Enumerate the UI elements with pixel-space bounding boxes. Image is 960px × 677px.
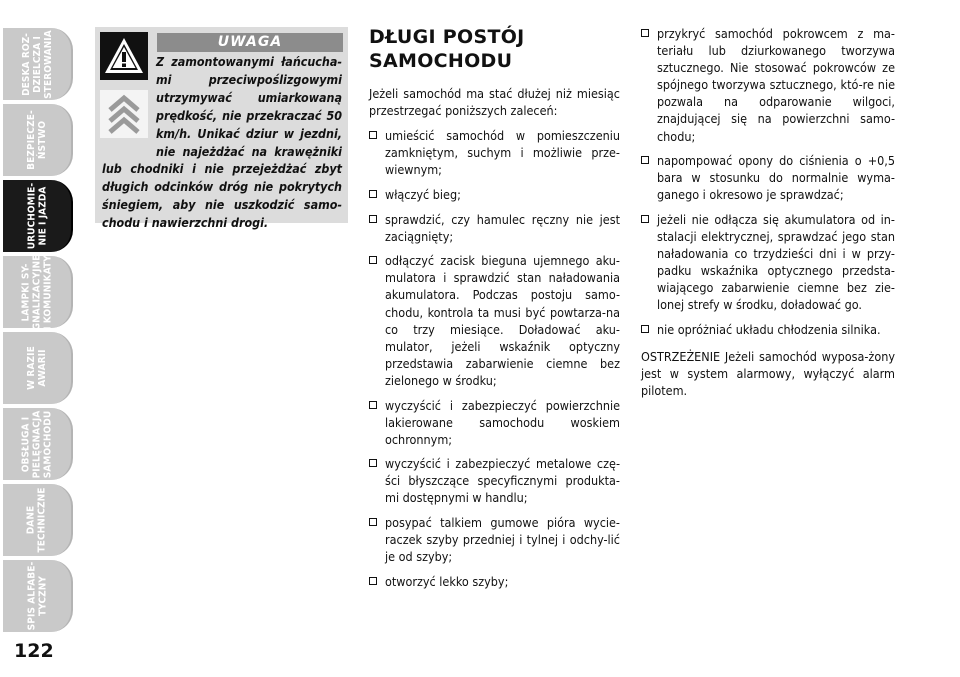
list-item [641,321,895,338]
list-item-text: przykryć samochód pokrowcem z ma-teriału lub dziurkowanego tworzywa sztucznego. Nie stosować pokrowców ze spójnego tworzywa sztucznego, któ-re nie pozwala na odparowanie wilgoci, znajdującej się na powierzchni samo-chodu; [657,26,895,144]
tab-label: URUCHOMIE- NIE I JAZDA [26,182,48,250]
warning-header: UWAGA [157,33,343,52]
checkbox-icon [641,29,649,37]
tab-label: SPIS ALFABE- TYCZNY [26,561,48,631]
list-item-text: otworzyć lekko szyby; [385,573,509,589]
list-item-text: napompować opony do ciśnienia o +0,5 bara w stosunku do normalnie wyma-ganego i okresowo je sprawdzać; [657,153,895,203]
checkbox-icon [369,518,377,526]
checkbox-icon [641,325,649,333]
list-item [369,573,620,590]
list-item [369,397,620,448]
icon-spacer [102,53,156,143]
checkbox-icon [369,256,377,264]
list-item [641,25,895,145]
checkbox-icon [369,131,377,139]
list-item-text: jeżeli nie odłącza się akumulatora od in-stalacji elektrycznej, sprawdzać jego stan naładowania co trzydzieści dni i w przy-padku wskaźnika optycznego przedsta-wiającego zabarwienie ciemne bez zie-lonej strefy w środku, doładować go. [657,211,895,313]
list-item-text: wyczyścić i zabezpieczyć powierzchnie lakierowane samochodu woskiem ochronnym; [385,397,620,447]
tab-label: W RAZIE AWARII [25,346,48,390]
side-tabs [0,0,78,640]
checklist-middle [369,127,620,590]
list-item-text: posypać talkiem gumowe pióra wycie-raczek szyby przedniej i tylnej i odchy-lić je od szyby; [385,515,620,565]
list-item [369,211,620,245]
tab-warning-lights[interactable] [3,256,73,328]
tab-safety[interactable] [3,104,73,176]
alarm-note: OSTRZEŻENIE Jeżeli samochód wyposa-żony jest w system alarmowy, wyłączyć alarm pilotem. [641,349,895,399]
checkbox-icon [369,215,377,223]
checkbox-icon [641,156,649,164]
checkbox-icon [369,459,377,467]
tab-starting-driving[interactable] [3,180,73,252]
warning-body: Z zamontowanymi łańcucha-mi przeciwpoślizgowymi utrzymywać umiarkowaną prędkość, nie przekraczać 50 km/h. Unikać dziur w jezdni, nie najeżdżać na krawężniki lub chodniki i nie przejeżdżać zbyt długich odcinków dróg nie pokrytych śniegiem, aby nie uszkodzić samo-chodu i nawierzchni drogi. [102,54,342,231]
list-item [369,186,620,203]
list-item [369,127,620,178]
list-item [641,152,895,203]
tab-technical-data[interactable] [3,484,73,556]
list-item [369,514,620,565]
tab-emergency[interactable] [3,332,73,404]
list-item-text: nie opróżniać układu chłodzenia silnika. [657,322,881,337]
list-item-text: wyczyścić i zabezpieczyć metalowe czę-ści błyszczące specyficznymi produkta-mi dostępnymi w handlu; [385,456,620,506]
list-item [369,455,620,506]
checklist-right [641,25,895,338]
tab-maintenance[interactable] [3,408,73,480]
checkbox-icon [641,215,649,223]
tab-label: DANE TECHNICZNE [26,487,48,553]
tab-label: DESKA ROZ- DZIELCZA I STEROWANIA [20,29,54,99]
tab-label: LAMPKI SY- GNALIZACYJNE I KOMUNIKATY [20,254,54,330]
page-number: 122 [14,640,54,662]
list-item-text: włączyć bieg; [385,186,461,202]
checkbox-icon [369,190,377,198]
tab-index[interactable] [3,560,73,632]
checkbox-icon [369,577,377,585]
section-title: DŁUGI POSTÓJ SAMOCHODU [369,26,525,72]
tab-label: BEZPIECZE- ŃSTWO [26,110,48,170]
list-item-text: odłączyć zacisk bieguna ujemnego aku-mulatora i sprawdzić stan naładowania akumulatora. Podczas postoju samo-chodu, kontrola ta musi być powtarza-na co trzy miesiące. Doładować aku-mulator, jeżeli wskaźnik optyczny przedstawia zabarwienie ciemne bez zielonego w środku; [385,253,620,388]
column-right [641,25,895,399]
column-middle [369,25,620,597]
tab-dashboard[interactable] [3,28,73,100]
intro-paragraph: Jeżeli samochód ma stać dłużej niż miesiąc przestrzegać poniższych zaleceń: [369,86,620,119]
warning-text [102,53,342,232]
list-item [369,252,620,389]
list-item [641,211,895,314]
tab-label: OBSŁUGA I PIELĘGNACJA SAMOCHODU [20,410,54,478]
list-item-text: sprawdzić, czy hamulec ręczny nie jest zaciągnięty; [385,211,620,244]
checkbox-icon [369,401,377,409]
warning-box [95,27,348,231]
list-item-text: umieścić samochód w pomieszczeniu zamkniętym, suchym i możliwie prze-wiewnym; [385,128,620,178]
